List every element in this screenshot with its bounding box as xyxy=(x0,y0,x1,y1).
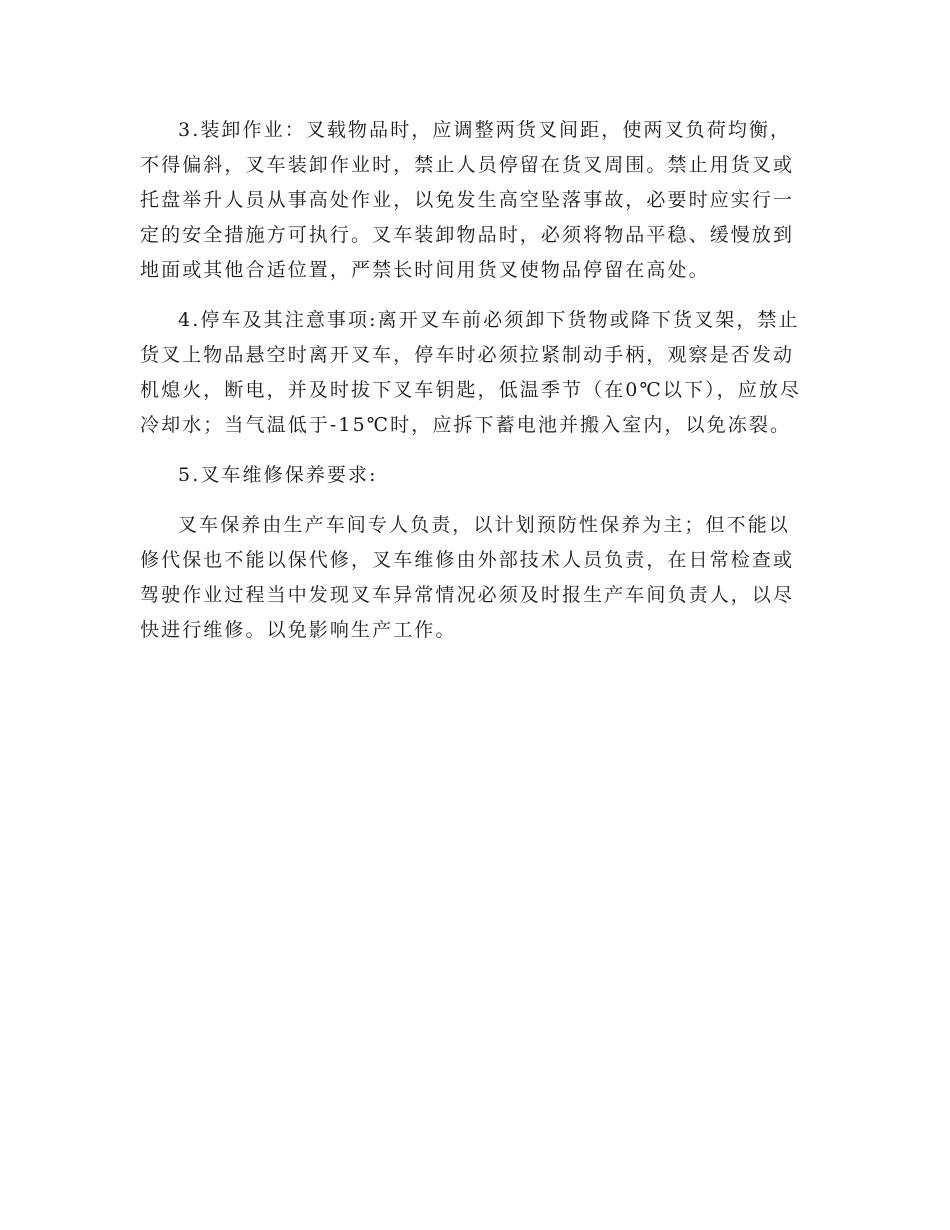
paragraph-loading-operations: 3.装卸作业：叉载物品时，应调整两货叉间距，使两叉负荷均衡，不得偏斜，叉车装卸作业时，禁止人员停留在货叉周围。禁止用货叉或托盘举升人员从事高处作业，以免发生高空坠落事故，必要时应实行一定的安全措施方可执行。叉车装卸物品时，必须将物品平稳、缓慢放到地面或其他合适位置，严禁长时间用货叉使物品停留在高处。 xyxy=(140,119,795,281)
document-body xyxy=(140,113,805,663)
paragraph-parking-precautions: 4.停车及其注意事项:离开叉车前必须卸下货物或降下货叉架，禁止货叉上物品悬空时离开叉车，停车时必须拉紧制动手柄，观察是否发动机熄火，断电，并及时拔下叉车钥匙，低温季节（在0℃以下），应放尽冷却水；当气温低于-15℃时，应拆下蓄电池并搬入室内，以免冻裂。 xyxy=(140,309,802,436)
paragraph-maintenance-requirements: 叉车保养由生产车间专人负责，以计划预防性保养为主；但不能以修代保也不能以保代修，叉车维修由外部技术人员负责，在日常检查或驾驶作业过程当中发现叉车异常情况必须及时报生产车间负责人，以尽快进行维修。以免影响生产工作。 xyxy=(140,514,795,641)
paragraph-maintenance-heading: 5.叉车维修保养要求: xyxy=(178,464,378,486)
